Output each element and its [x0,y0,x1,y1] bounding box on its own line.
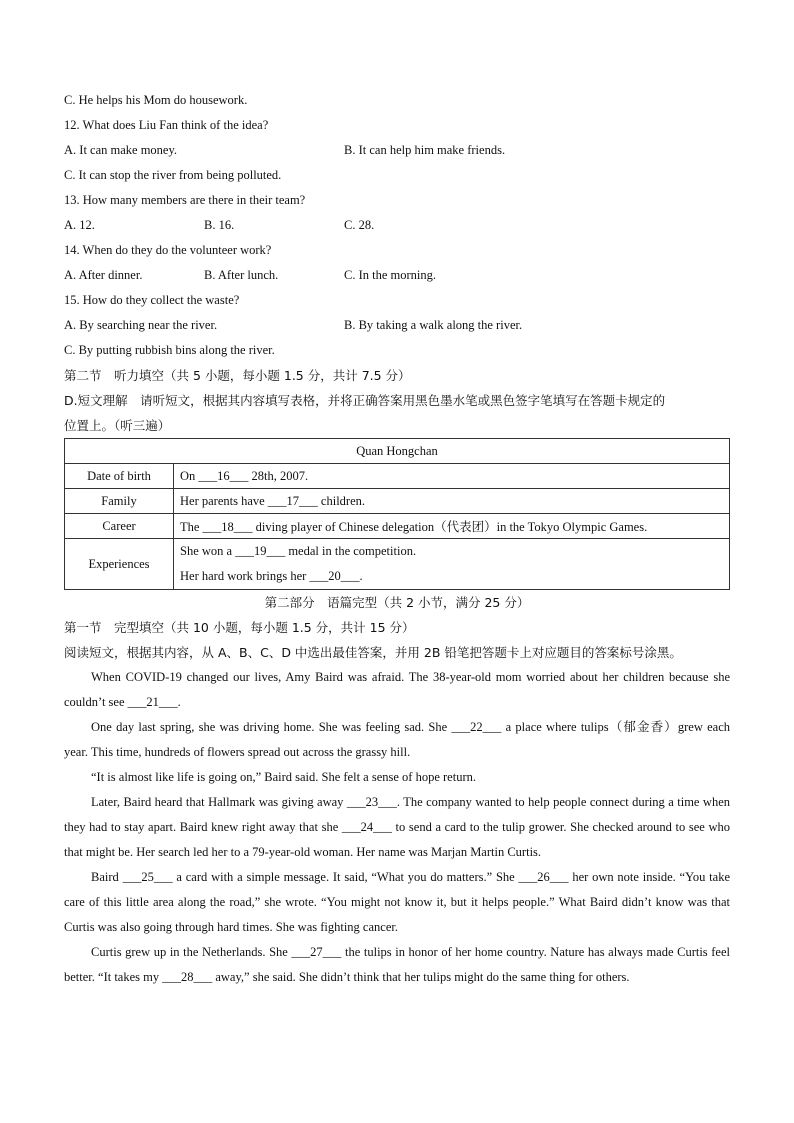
table-row [65,514,730,539]
q13-option-a: A. 12. [64,218,95,232]
q13-option-b: B. 16. [204,218,235,232]
q15-option-c: C. By putting rubbish bins along the river. [64,343,275,357]
q12-stem: 12. What does Liu Fan think of the idea? [64,118,269,132]
table-row [65,464,730,489]
info-table [64,438,730,590]
passage-paragraph-2: One day last spring, she was driving home. She was feeling sad. She ___22___ a place where tulips（郁金香）grew each year. This time, hundreds of flowers spread out across the grassy hill. [64,720,730,759]
q15-stem: 15. How do they collect the waste? [64,293,240,307]
q14-stem: 14. When do they do the volunteer work? [64,243,272,257]
row-value-family: Her parents have ___17___ children. [174,489,730,514]
row-value-career: The ___18___ diving player of Chinese delegation（代表团）in the Tokyo Olympic Games. [174,514,730,539]
q15-option-b: B. By taking a walk along the river. [344,318,523,332]
part2-heading: 第二部分 语篇完型（共 2 小节，满分 25 分） [264,595,530,610]
passage-paragraph-1: When COVID-19 changed our lives, Amy Baird was afraid. The 38-year-old mom worried about her children because she couldn’t see ___21___. [64,670,730,709]
q14-option-a: A. After dinner. [64,268,143,282]
experience-line-1: She won a ___19___ medal in the competition. [180,544,417,558]
q13-stem: 13. How many members are there in their team? [64,193,306,207]
table-row [65,539,730,590]
table-title-row [65,439,730,464]
section2-heading: 第二节 听力填空（共 5 小题，每小题 1.5 分，共计 7.5 分） [64,368,411,383]
q14-option-c: C. In the morning. [344,268,437,282]
q12-option-c: C. It can stop the river from being polluted. [64,168,282,182]
page-content [64,88,730,990]
row-value-experiences [174,539,730,590]
part2-section1-heading: 第一节 完型填空（共 10 小题，每小题 1.5 分，共计 15 分） [64,620,415,635]
table-row [65,489,730,514]
row-label-family: Family [65,489,174,514]
q12-option-a: A. It can make money. [64,143,178,157]
passage-paragraph-3: “It is almost like life is going on,” Baird said. She felt a sense of hope return. [91,770,476,784]
q13-option-c: C. 28. [344,218,375,232]
passage-paragraph-6: Curtis grew up in the Netherlands. She ___27___ the tulips in honor of her home country. Nature has always made Curtis feel better. “It takes my ___28___ away,” she said. She didn’t think that her tulips might do the same thing for others. [64,945,730,984]
q14-options [64,263,730,288]
experience-line-2: Her hard work brings her ___20___. [180,569,363,583]
passage-paragraph-4: Later, Baird heard that Hallmark was giving away ___23___. The company wanted to help people connect during a time when they had to stay apart. Baird knew right away that she ___24___ to send a card to the tulip grower. She checked around to see who that might be. Her search led her to a 79-year-old woman. Her name was Marjan Martin Curtis. [64,795,730,859]
q15-options-ab [64,313,730,338]
passage-paragraph-5: Baird ___25___ a card with a simple message. It said, “What you do matters.” She ___26___ her own note inside. “You take care of this little area along the road,” she wrote. “You might not know it, but it helps people.” What Baird didn’t know was that Curtis was also going through hard times. She was fighting cancer. [64,870,730,934]
row-label-career: Career [65,514,174,539]
row-label-experiences: Experiences [65,539,174,590]
q12-options-ab [64,138,730,163]
section2-instruction-line2: 位置上。（听三遍） [64,418,171,433]
row-label-date-of-birth: Date of birth [65,464,174,489]
q11-option-c: C. He helps his Mom do housework. [64,93,248,107]
part2-instruction: 阅读短文，根据其内容，从 A、B、C、D 中选出最佳答案，并用 2B 铅笔把答题卡上对应题目的答案标号涂黑。 [64,645,682,660]
row-value-date-of-birth: On ___16___ 28th, 2007. [174,464,730,489]
table-title: Quan Hongchan [65,439,730,464]
q12-option-b: B. It can help him make friends. [344,143,506,157]
q15-option-a: A. By searching near the river. [64,318,218,332]
q13-options [64,213,730,238]
section2-instruction-line1: D.短文理解 请听短文，根据其内容填写表格，并将正确答案用黑色墨水笔或黑色签字笔填写在答题卡规定的 [64,393,666,408]
q14-option-b: B. After lunch. [204,268,279,282]
